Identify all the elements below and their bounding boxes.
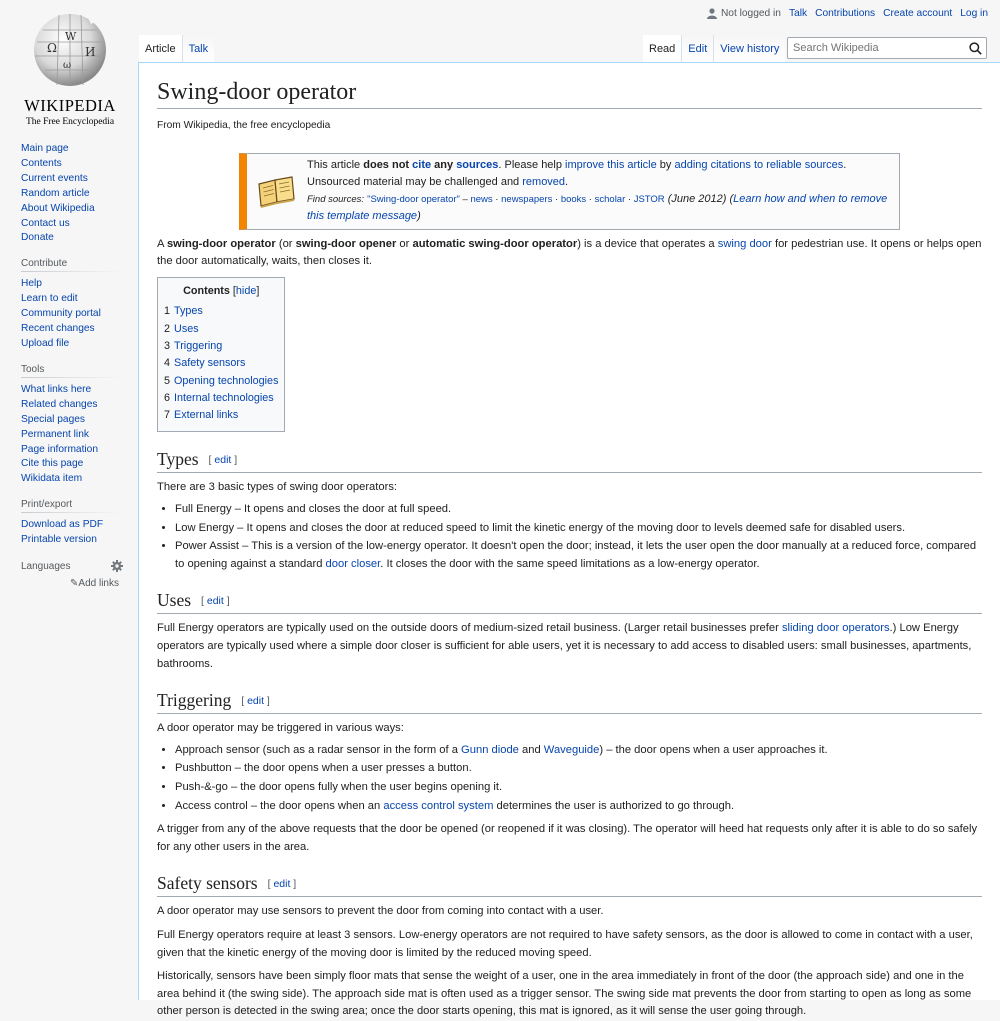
tools-heading: Tools — [21, 364, 121, 378]
notice-text: This article does not cite any sources. Please help improve this article by adding citations to reliable sources. Unsourced material may be challenged and removed. Find sources: "Swing-door operator" – news · newspapers · books · scholar · JSTOR (June 2012) (Learn how and when to remove this template message) — [307, 158, 888, 222]
svg-text:W: W — [65, 30, 77, 43]
tagline: The Free Encyclopedia — [25, 117, 115, 127]
toc-item[interactable]: 3 Triggering — [164, 339, 223, 352]
sidebar-item-cite-this-page[interactable]: Cite this page — [21, 458, 84, 470]
scholar-link[interactable]: scholar — [594, 193, 626, 205]
list-item: • Access control – the door opens when an access control system determines the user is authorized to go through. — [175, 798, 982, 816]
sidebar-item-help[interactable]: Help — [21, 278, 42, 290]
cite-link[interactable]: cite — [412, 158, 432, 171]
search-icon[interactable] — [964, 38, 986, 58]
sidebar-item-permanent-link[interactable]: Permanent link — [21, 428, 89, 440]
edit-link[interactable]: edit — [247, 695, 265, 708]
sidebar-tools — [21, 364, 138, 487]
languages-heading: Languages — [21, 560, 71, 572]
types-intro: There are 3 basic types of swing door operators: — [157, 481, 398, 494]
removed-link[interactable]: removed — [522, 175, 566, 188]
site-subtitle: From Wikipedia, the free encyclopedia — [157, 120, 331, 131]
sidebar-item-random-article[interactable]: Random article — [21, 187, 90, 199]
sidebar — [0, 142, 138, 601]
wikipedia-logo[interactable] — [20, 10, 120, 127]
waveguide-link[interactable]: Waveguide — [543, 743, 600, 756]
print-heading: Print/export — [21, 499, 121, 513]
edit-link[interactable]: edit — [214, 454, 232, 467]
edit-link[interactable]: edit — [206, 595, 224, 608]
sidebar-item-special-pages[interactable]: Special pages — [21, 413, 86, 425]
toc-item[interactable]: 2 Uses — [164, 322, 199, 335]
sidebar-contribute — [21, 258, 138, 352]
sidebar-item-page-information[interactable]: Page information — [21, 443, 99, 455]
page-title: Swing-door operator — [157, 77, 982, 109]
namespace-tabs — [139, 35, 214, 63]
sliding-door-operators-link[interactable]: sliding door operators — [781, 622, 890, 635]
safety-paragraph-2: Full Energy operators require at least 3 sensors. Low-energy operators are not required to have safety sensors, as the door is allowed to come in contact with a user, given that the kinetic energy of the moving door is limited by the reduced moving speed. — [157, 928, 973, 959]
news-link[interactable]: news — [470, 193, 493, 205]
door-closer-link[interactable]: door closer — [325, 557, 381, 570]
toc-title: Contents [hide] — [183, 284, 260, 297]
section-heading-uses: Uses [ edit ] — [157, 589, 982, 614]
toc-item[interactable]: 6 Internal technologies — [164, 391, 274, 404]
edit-section-types: [ edit ] — [208, 454, 238, 467]
gear-icon[interactable] — [111, 560, 123, 572]
jstor-link[interactable]: JSTOR — [633, 193, 665, 205]
user-icon — [707, 8, 717, 19]
add-links[interactable]: ✎Add links — [70, 578, 119, 590]
sidebar-item-contact[interactable]: Contact us — [21, 217, 70, 229]
newspapers-link[interactable]: newspapers — [501, 193, 553, 205]
sidebar-item-recent-changes[interactable]: Recent changes — [21, 323, 95, 335]
tab-read[interactable]: Read — [643, 35, 681, 63]
tab-talk[interactable]: Talk — [182, 35, 215, 63]
triggering-list — [175, 742, 982, 815]
globe-puzzle-icon — [29, 10, 111, 88]
sidebar-item-main-page[interactable]: Main page — [21, 143, 69, 154]
unreferenced-notice — [239, 153, 900, 230]
sidebar-item-upload-file[interactable]: Upload file — [21, 337, 70, 349]
safety-paragraph-3: Historically, sensors have been simply floor mats that sense the weight of a user, one in the area immediately in front of the door (the approach side) and one in the area behind it (the swing side). The approach side mat is often used as a trigger sensor. The swing side mat prevents the door from starting to open as long as some other person is detected in the swing area; once the door starts opening, this mat is ignored, as it will sense the user going through. — [157, 970, 972, 1018]
find-query-link[interactable]: "Swing-door operator" — [367, 193, 460, 205]
book-icon — [253, 157, 299, 225]
tab-view-history[interactable]: View history — [713, 35, 785, 63]
sidebar-item-what-links-here[interactable]: What links here — [21, 383, 92, 395]
create-account-link[interactable]: Create account — [883, 8, 953, 19]
view-tabs — [643, 35, 785, 63]
contributions-link[interactable]: Contributions — [815, 8, 876, 19]
sidebar-item-wikidata-item[interactable]: Wikidata item — [21, 473, 83, 485]
access-control-system-link[interactable]: access control system — [383, 799, 494, 812]
toc-item[interactable]: 5 Opening technologies — [164, 374, 279, 387]
content-area — [138, 62, 1000, 1018]
lead-paragraph: A swing-door operator (or swing-door opener or automatic swing-door operator) is a device that operates a swing door for pedestrian use. It opens or helps open the door automatically, waits, then closes it. — [157, 237, 982, 268]
edit-section-uses: [ edit ] — [201, 595, 230, 608]
section-heading-safety-sensors: Safety sensors [ edit ] — [157, 872, 982, 897]
search-box — [787, 37, 987, 59]
tab-article[interactable]: Article — [139, 35, 182, 63]
find-sources-label: Find sources: — [307, 193, 365, 205]
search-input[interactable] — [788, 42, 964, 54]
table-of-contents — [157, 277, 285, 433]
sidebar-item-learn-to-edit[interactable]: Learn to edit — [21, 293, 78, 305]
list-item: • Low Energy – It opens and closes the door at reduced speed to limit the kinetic energy of the moving door to levels deemed safe for disabled users. — [175, 520, 982, 538]
edit-link[interactable]: edit — [273, 878, 291, 891]
sidebar-navigation — [21, 142, 138, 246]
uses-paragraph: Full Energy operators are typically used on the outside doors of medium-sized retail business. (Larger retail businesses prefer sliding door operators.) Low Energy operators are typically used where a simple door closer is sufficient for able users, yet it is necessary to add access to disabled users: small businesses, apartments, bathrooms. — [157, 622, 972, 670]
list-item: • Pushbutton – the door opens when a user presses a button. — [175, 760, 982, 778]
svg-text:И: И — [85, 45, 96, 59]
sidebar-item-current-events[interactable]: Current events — [21, 172, 88, 184]
section-heading-triggering: Triggering [ edit ] — [157, 689, 982, 714]
sidebar-item-donate[interactable]: Donate — [21, 232, 54, 244]
sidebar-item-contents[interactable]: Contents — [21, 157, 62, 169]
list-item: • Power Assist – This is a version of the low-energy operator. It doesn't open the door; instead, it lets the user open the door manually at a reduced force, compared to opening against a standard door closer. It closes the door with the same speed limitations as a low-energy operator. — [175, 538, 982, 573]
svg-text:ω: ω — [63, 60, 72, 71]
adding-citations-link[interactable]: adding citations to reliable sources — [674, 158, 844, 171]
log-in-link[interactable]: Log in — [960, 8, 988, 19]
types-list — [175, 501, 982, 573]
safety-paragraph-1: A door operator may use sensors to prevent the door from coming into contact with a user. — [157, 905, 604, 918]
list-item: • Full Energy – It opens and closes the door at full speed. — [175, 501, 982, 519]
sidebar-item-printable-version[interactable]: Printable version — [21, 534, 97, 546]
sidebar-item-related-changes[interactable]: Related changes — [21, 398, 98, 410]
triggering-outro: A trigger from any of the above requests that the door be opened (or reopened if it was closing). The operator will heed hat requests only after it is able to do so safely for any other users in the area. — [157, 823, 978, 853]
talk-link[interactable]: Talk — [788, 8, 808, 19]
sidebar-item-download-pdf[interactable]: Download as PDF — [21, 519, 104, 531]
toc-hide-link[interactable]: hide — [235, 284, 257, 297]
books-link[interactable]: books — [560, 193, 587, 205]
sidebar-print-export — [21, 499, 138, 548]
edit-section-safety: [ edit ] — [267, 878, 297, 891]
swing-door-link[interactable]: swing door — [717, 237, 772, 250]
section-heading-types: Types [ edit ] — [157, 448, 982, 473]
contribute-heading: Contribute — [21, 258, 121, 272]
gunn-diode-link[interactable]: Gunn diode — [461, 743, 519, 756]
list-item: • Push-&-go – the door opens fully when the user begins opening it. — [175, 779, 982, 797]
sidebar-item-about[interactable]: About Wikipedia — [21, 202, 95, 214]
toc-item[interactable]: 1 Types — [164, 305, 203, 318]
personal-tools — [707, 8, 988, 19]
wordmark: WIKIPEDIA — [24, 96, 116, 115]
not-logged-in: Not logged in — [707, 8, 781, 19]
svg-text:Ω: Ω — [47, 41, 57, 55]
list-item: • Approach sensor (such as a radar sensor in the form of a Gunn diode and Waveguide) – the door opens when a user approaches it. — [175, 742, 982, 760]
improve-article-link[interactable]: improve this article — [565, 158, 657, 171]
triggering-intro: A door operator may be triggered in various ways: — [157, 722, 404, 735]
pencil-icon: ✎ — [70, 578, 79, 590]
edit-section-triggering: [ edit ] — [241, 695, 270, 708]
toc-item[interactable]: 4 Safety sensors — [164, 357, 246, 370]
toc-item[interactable]: 7 External links — [164, 409, 239, 422]
sidebar-languages — [21, 560, 138, 589]
tab-edit[interactable]: Edit — [681, 35, 713, 63]
sources-link[interactable]: sources — [456, 158, 499, 171]
languages-header — [21, 560, 123, 572]
learn-template-link[interactable]: Learn how and when to remove this template message — [307, 192, 888, 222]
sidebar-item-community-portal[interactable]: Community portal — [21, 308, 101, 320]
